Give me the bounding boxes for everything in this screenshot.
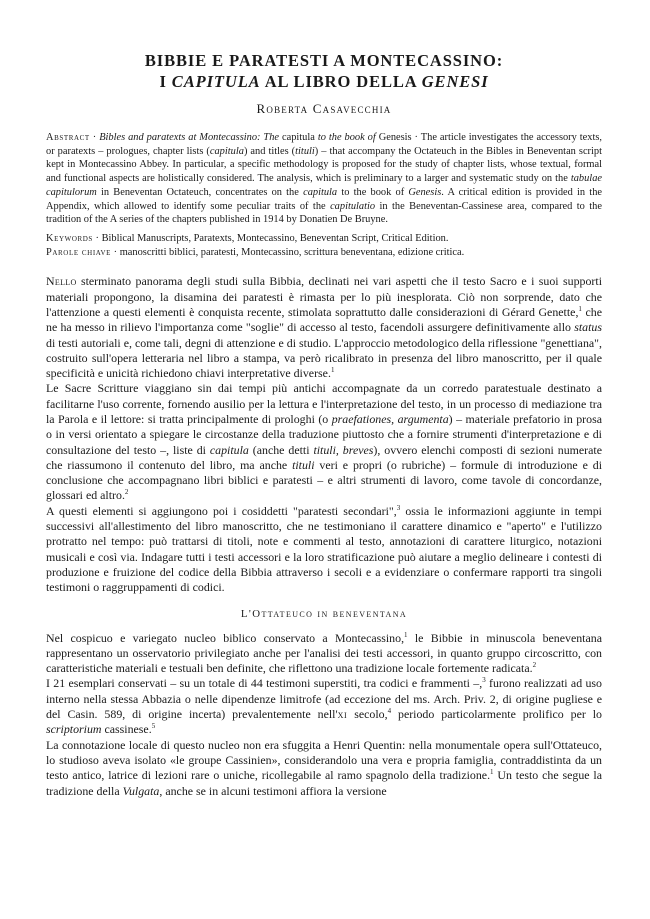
body-italic: tituli, breves — [313, 442, 374, 457]
body-text: furono realizzati ad uso interno nella stessa Abbazia o nelle dipendenze limitrofe (ad eccezione del ms. Arch. Priv. 2, di origine pugliese e del Casin. 589, di origine incerta) prevalentemente nell' — [46, 676, 602, 722]
footnote-ref: 3 — [396, 503, 401, 512]
title-line-2 — [46, 71, 602, 92]
body-italic: scriptorium — [46, 722, 102, 737]
body-text: secolo, — [347, 707, 388, 722]
abstract-text: in Beneventan Octateuch, concentrates on the — [96, 186, 304, 198]
body-text: , anche se in alcuni testimoni affiora la versione — [159, 783, 387, 798]
keywords-it — [46, 246, 602, 260]
footnote-ref: 4 — [387, 707, 392, 716]
keywords-text: · Biblical Manuscripts, Paratexts, Montecassino, Beneventan Script, Critical Edition. — [92, 232, 449, 244]
footnote-ref: 5 — [151, 722, 156, 731]
abstract-heading: capitula — [279, 132, 318, 143]
body-text: A questi elementi si aggiungono poi i cosiddetti "paratesti secondari", — [46, 503, 397, 518]
article-author: Roberta Casavecchia — [256, 101, 392, 116]
keywords-text-it: · manoscritti biblici, paratesti, Montecassino, scrittura beneventana, edizione critica. — [111, 246, 465, 258]
body-text: (anche detti — [248, 442, 314, 457]
abstract-text: ) and titles ( — [243, 145, 296, 157]
footnote-ref: 3 — [482, 676, 486, 685]
abstract-italic: capitula — [303, 186, 338, 198]
body-text: di testi autoriali e, come tali, degni di attenzione e di studio. L'approccio metodologico della riflessione "genettiana", costruito sull'opera letteraria nel libro a stampa, va però ricalibrato in presenza del libro manoscritto, per il quale specificità e unicità richiedono chiavi interpretative diverse. — [46, 335, 602, 381]
century-numeral: xi — [337, 707, 348, 722]
keywords-block — [46, 232, 602, 259]
abstract-italic: tituli — [295, 145, 315, 157]
footnote-ref: 1 — [404, 630, 408, 639]
body-italic: Vulgata — [122, 783, 160, 798]
body-text: veri e propri (o rubriche) – formule di introduzione e di conclusione che accompagnano libri biblici e paratesti – e altri strumenti di lavoro, come tavole di concordanze, glossari ed altro. — [46, 457, 602, 503]
separator: · — [89, 132, 100, 143]
body-text: ) – materiale prefatorio in prosa o in versi orientato a spiegare le circostanze della traduzione piuttosto che a fornire strumenti d'interpretazione e di consultazione del testo –, liste di — [46, 412, 602, 457]
body-italic: status — [574, 320, 602, 335]
abstract-text: in the Beneventan-Cassinese area, compared to the tradition of the A series of the chapters published in 1914 by Donatien De Bruyne. — [46, 200, 602, 226]
title-part-italic: GENESI — [421, 72, 489, 91]
abstract-text: . A critical edition is provided in the Appendix, which allowed to identify some peculiar traits of the — [46, 186, 602, 212]
body-text: Un testo che segue la tradizione della — [46, 768, 602, 798]
paragraph-2 — [46, 381, 602, 503]
footnote-ref: 1 — [330, 366, 335, 375]
body-text: periodo particolarmente prolifico per lo — [391, 707, 602, 722]
abstract-label: Abstract — [46, 132, 90, 143]
body-text: ), ovvero elenchi composti di sezioni numerate che riassumono il contenuto del libro, ma anche — [46, 442, 602, 472]
abstract-heading: Bibles and paratexts at Montecassino: The — [99, 132, 280, 143]
paragraph-6 — [46, 738, 602, 799]
body-text: le Bibbie in minuscola beneventana rappresentano un osservatorio privilegiato anche per l'analisi dei testi accessori, in quanto gruppo circoscritto, con caratteristiche materiali e testuali ben definite, che riflettono una tradizione locale fortemente radicata. — [46, 630, 602, 676]
abstract — [46, 131, 602, 227]
abstract-italic: Genesis — [408, 186, 442, 198]
body-text: ossia le informazioni aggiunte in tempi successivi all'allestimento del libro manoscritto, che ne testimoniano il carattere dinamico e "aperto" e l'utilizzo protratto nel tempo: può trattarsi di titoli, note e commenti al testo, annotazioni di carattere liturgico, notazioni musicali e così via. Indagare tutti i testi accessori e la loro stratificazione può aiutare a meglio delineare i contesti di produzione e fruizione del codice della Bibbia attraverso i secoli e a evidenziare o confermare rapporti tra singoli testimoni o raggruppamenti di codici. — [46, 503, 602, 595]
paragraph-4 — [46, 631, 602, 677]
paragraph-5 — [46, 676, 602, 737]
body-text: cassinese. — [101, 722, 152, 737]
section-heading: L'Ottateuco in beneventana — [240, 607, 408, 620]
body-text: Le Sacre Scritture viaggiano sin dai tempi più antichi accompagnate da un corredo paratestuale destinato a facilitarne l'uso corrente, fornendo ausilio per la lettura e l'interpretazione del testo, in un processo di mediazione tra la Parola e il lettore: si tratta principalmente di prologhi (o — [46, 381, 602, 426]
abstract-text: · The article investigates the accessory texts, or paratexts – prologues, chapter lists ( — [46, 132, 603, 157]
keywords-en — [46, 232, 602, 246]
body-italic: capitula — [209, 442, 249, 457]
abstract-italic: capitula — [209, 145, 244, 157]
title-part: AL LIBRO DELLA — [260, 72, 422, 91]
footnote-ref: 1 — [490, 768, 494, 777]
abstract-italic: tabulae capitulorum — [46, 173, 602, 198]
footnote-ref: 2 — [532, 661, 537, 670]
body-text: La connotazione locale di questo nucleo non era sfuggita a Henri Quentin: nella monumentale opera sull'Ottateuco, lo studioso aveva isolato «le groupe Cassinien», considerandolo una vera e propria famiglia, contraddistinta da un testo antico, latrice di lezioni rare o uniche, ricollegabile al ramo spagnolo della tradizione. — [46, 737, 602, 783]
body-italic: tituli — [292, 457, 315, 472]
footnote-ref: 2 — [124, 488, 129, 497]
lead-word: Nello — [46, 274, 77, 289]
keywords-label-it: Parole chiave — [46, 246, 112, 258]
title-line-1: BIBBIE E PARATESTI A MONTECASSINO: — [144, 51, 504, 70]
title-part: I — [159, 72, 172, 91]
abstract-heading: Genesis — [375, 132, 412, 143]
body-italic: praefationes, argumenta — [331, 412, 449, 426]
body-text: Nel cospicuo e variegato nucleo biblico conservato a Montecassino, — [46, 630, 405, 645]
abstract-text: to the book of — [337, 186, 409, 198]
body-text: che ne ha messo in rilievo l'importanza come "soglie" di accesso al testo, facendoli assurgere definitivamente allo — [46, 304, 602, 335]
footnote-ref: 1 — [578, 304, 582, 313]
paragraph-1 — [46, 274, 602, 381]
body-text: sterminato panorama degli studi sulla Bibbia, declinati nei vari aspetti che il testo Sacro e i suoi supporti materiali propongono, la disamina dei paratesti è rimasta per lo più inesplorata. Ciò non sorprende, dato che l'attenzione a questi elementi è conquista recente, stimolata soprattutto dalle considerazioni di Gérard Genette, — [46, 274, 602, 319]
abstract-heading: to the book of — [317, 132, 376, 143]
body-text: I 21 esemplari conservati – su un totale di 44 testimoni superstiti, tra codici e frammenti –, — [46, 676, 483, 691]
abstract-text: ) – that accompany the Octateuch in the Bibles in Beneventan script kept in Montecassino Abbey. In particular, a specific methodology is proposed for the study of chapter lists, whose textual, formal and functional aspects are holistically considered. The analysis, which is preliminary to a larger and systematic study on the — [46, 145, 602, 185]
article-title — [46, 50, 602, 92]
abstract-italic: capitulatio — [330, 200, 376, 212]
keywords-label: Keywords — [46, 232, 93, 244]
paragraph-3 — [46, 504, 602, 596]
title-part-italic: CAPITULA — [171, 72, 261, 91]
